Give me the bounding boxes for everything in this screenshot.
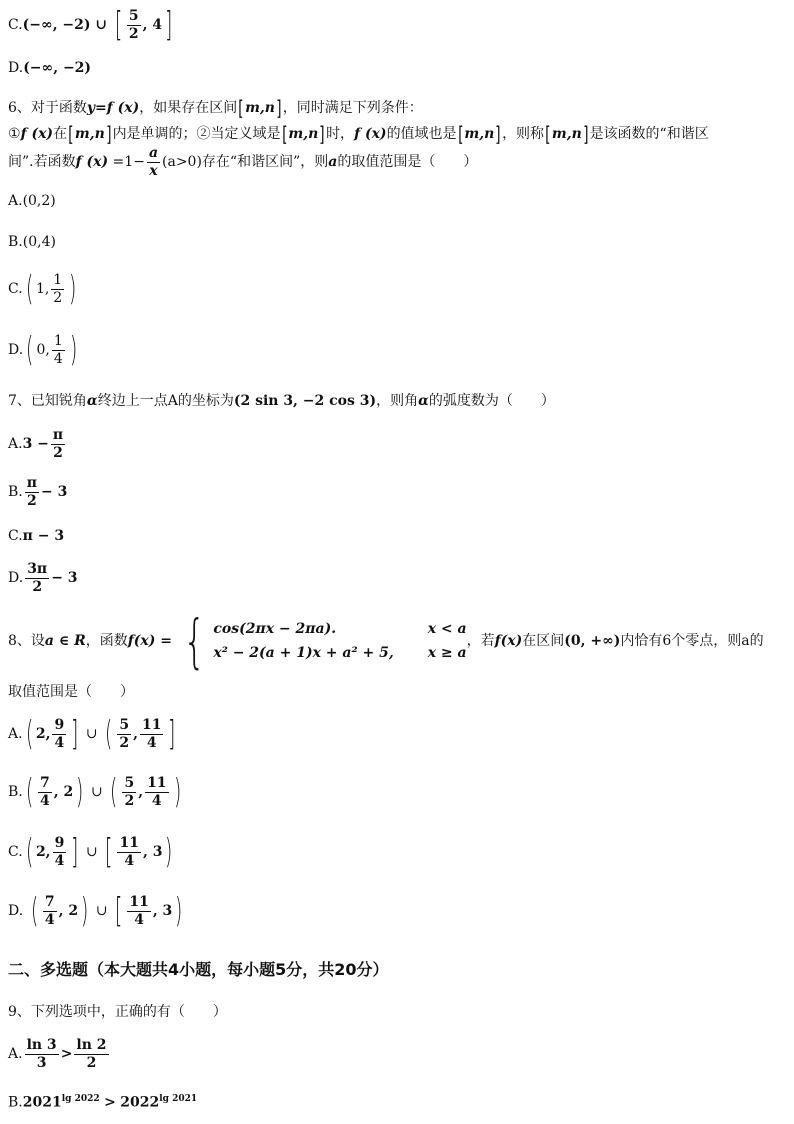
q7-option-b: B. $\frac{\pi}{2}$ − 3 [8,475,68,509]
q6-stem-line1: 6、对于函数y=f (x)，如果存在区间[m,n]，同时满足下列条件： [8,96,423,120]
q8-stem-line2: 取值范围是（ ） [8,684,134,700]
q7-option-c: C.π − 3 [8,528,65,544]
q9-option-a: A. $\frac{\ln 3}{3}$ > $\frac{\ln 2}{2}$ [8,1037,107,1071]
q6-option-b: B.(0,4) [8,234,56,250]
q8-option-b: B.( $\frac{7}{4}$ , 2) ∪ ( $\frac{5}{2}$ , $\frac{11}{4}$ ) [8,772,181,812]
q8-stem: 8、设a ∈ R，函数f(x) = { cos(2πx − 2πa). x < a x² − 2(a + 1)x + a² + 5, x ≥ a ，若f(x)在区间(0, +∞)内恰有6个零点，则a的 [8,607,764,675]
q5-option-c: C.(−∞, −2) ∪ [ $\frac{5}{2}$ , 4] [8,5,173,45]
q6-option-c: C.( 1, $\frac{1}{2}$ ) [8,269,77,309]
option-label: C. [8,17,23,33]
fraction: $\frac{5}{2}$ [128,7,139,42]
q6-stem-line3: 间”.若函数f (x) =1− $\frac{a}{x}$ (a>0)存在“和谐区间”，则a的取值范围是（ ） [8,145,478,179]
q7-option-d: D. $\frac{3\pi}{2}$ − 3 [8,561,78,595]
section-title: 二、多选题（本大题共4小题，每小题5分，共20分） [8,960,389,979]
q5-option-d: D.(−∞, −2) [8,60,92,76]
q6-option-a: A.(0,2) [8,193,56,209]
interval-expr: (−∞, −2) ∪ [22,17,108,33]
q6-stem-line2: ①f (x)在[m,n]内是单调的；②当定义域是[m,n]时，f (x)的值域也是[m,n]，则称[m,n]是该函数的“和谐区 [8,122,709,146]
q8-option-d: D. ( $\frac{7}{4}$ , 2) ∪ [ $\frac{11}{4}$ , 3) [8,891,183,931]
q9-stem: 9、下列选项中，正确的有（ ） [8,1004,227,1020]
q6-option-d: D.( 0, $\frac{1}{4}$ ) [8,330,78,370]
q9-option-b: $B.2021^{lg 2022} > 2022^{lg 2021}$ [8,1094,198,1111]
q8-option-a: A.( 2, $\frac{9}{4}$ ] ∪ ( $\frac{5}{2}$ , $\frac{11}{4}$ ] [8,714,176,754]
q7-option-a: A.3 − $\frac{\pi}{2}$ [8,427,64,461]
piecewise-cases: cos(2πx − 2πa). x < a x² − 2(a + 1)x + a² + 5, x ≥ a [213,621,467,661]
q7-stem: 7、已知锐角α终边上一点A的坐标为(2 sin 3, −2 cos 3)，则角α的弧度数为（ ） [8,393,555,409]
q8-option-c: C.( 2, $\frac{9}{4}$ ] ∪ [ $\frac{11}{4}$ , 3) [8,832,173,872]
